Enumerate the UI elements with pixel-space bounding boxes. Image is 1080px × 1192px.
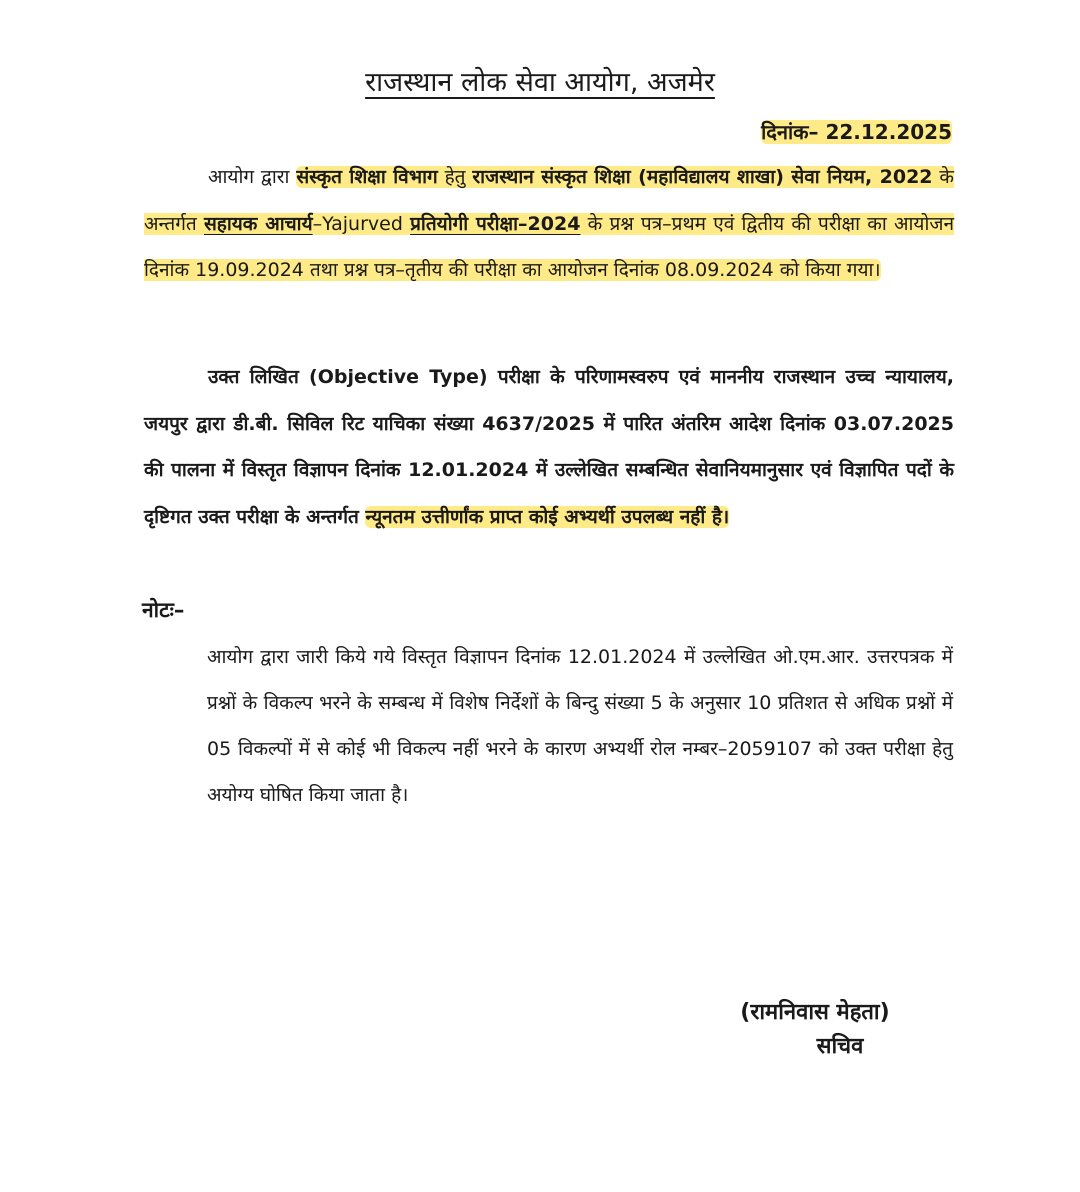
para1-text-2: हेतु	[437, 166, 473, 188]
post-name: सहायक आचार्य	[203, 212, 313, 235]
paragraph-exam-details	[144, 154, 954, 294]
service-rules-name: राजस्थान संस्कृत शिक्षा (महाविद्यालय शाखा) सेवा नियम, 2022	[472, 166, 933, 188]
signatory-designation: सचिव	[816, 1034, 864, 1059]
no-candidate-qualified-text: न्यूनतम उत्तीर्णांक प्राप्त कोई अभ्यर्थी उपलब्ध नहीं है।	[365, 505, 730, 528]
document-date	[712, 118, 952, 145]
para1-text-1: आयोग द्वारा	[208, 166, 297, 188]
exam-name: प्रतियोगी परीक्षा–2024	[410, 212, 581, 235]
note-heading: नोटः–	[142, 598, 185, 622]
para1-text-5: के प्रश्न पत्र–प्रथम एवं द्वितीय की परीक्षा का आयोजन दिनांक 19.09.2024 तथा प्रश्न पत्र–तृतीय की परीक्षा का आयोजन दिनांक 08.09.2024 को किया गया।	[144, 212, 955, 281]
department-name: संस्कृत शिक्षा विभाग	[296, 166, 438, 188]
paragraph-result	[144, 354, 954, 540]
date-highlight: दिनांक– 22.12.2025	[761, 120, 952, 144]
para1-text-3: के अन्तर्गत	[144, 166, 954, 235]
signatory-name: (रामनिवास मेहता)	[740, 1000, 890, 1025]
subject-name: –Yajurved	[312, 212, 411, 235]
document-title: राजस्थान लोक सेवा आयोग, अजमेर	[365, 67, 715, 98]
para2-text: उक्त लिखित (Objective Type) परीक्षा के परिणामस्वरुप एवं माननीय राजस्थान उच्च न्यायालय, जयपुर द्वारा डी.बी. सिविल रिट याचिका संख्या 4637/2025 में पारित अंतरिम आदेश दिनांक 03.07.2025 की पालना में विस्तृत विज्ञापन दिनांक 12.01.2024 में उल्लेखित सम्बन्धित सेवानियमानुसार एवं विज्ञापित पदों के दृष्टिगत उक्त परीक्षा के अन्तर्गत	[144, 366, 954, 528]
note-text: आयोग द्वारा जारी किये गये विस्तृत विज्ञापन दिनांक 12.01.2024 में उल्लेखित ओ.एम.आर. उत्तरपत्रक में प्रश्नों के विकल्प भरने के सम्बन्ध में विशेष निर्देशों के बिन्दु संख्या 5 के अनुसार 10 प्रतिशत से अधिक प्रश्नों में 05 विकल्पों में से कोई भी विकल्प नहीं भरने के कारण अभ्यर्थी रोल नम्बर–2059107 को उक्त परीक्षा हेतु अयोग्य घोषित किया जाता है।	[207, 646, 953, 806]
